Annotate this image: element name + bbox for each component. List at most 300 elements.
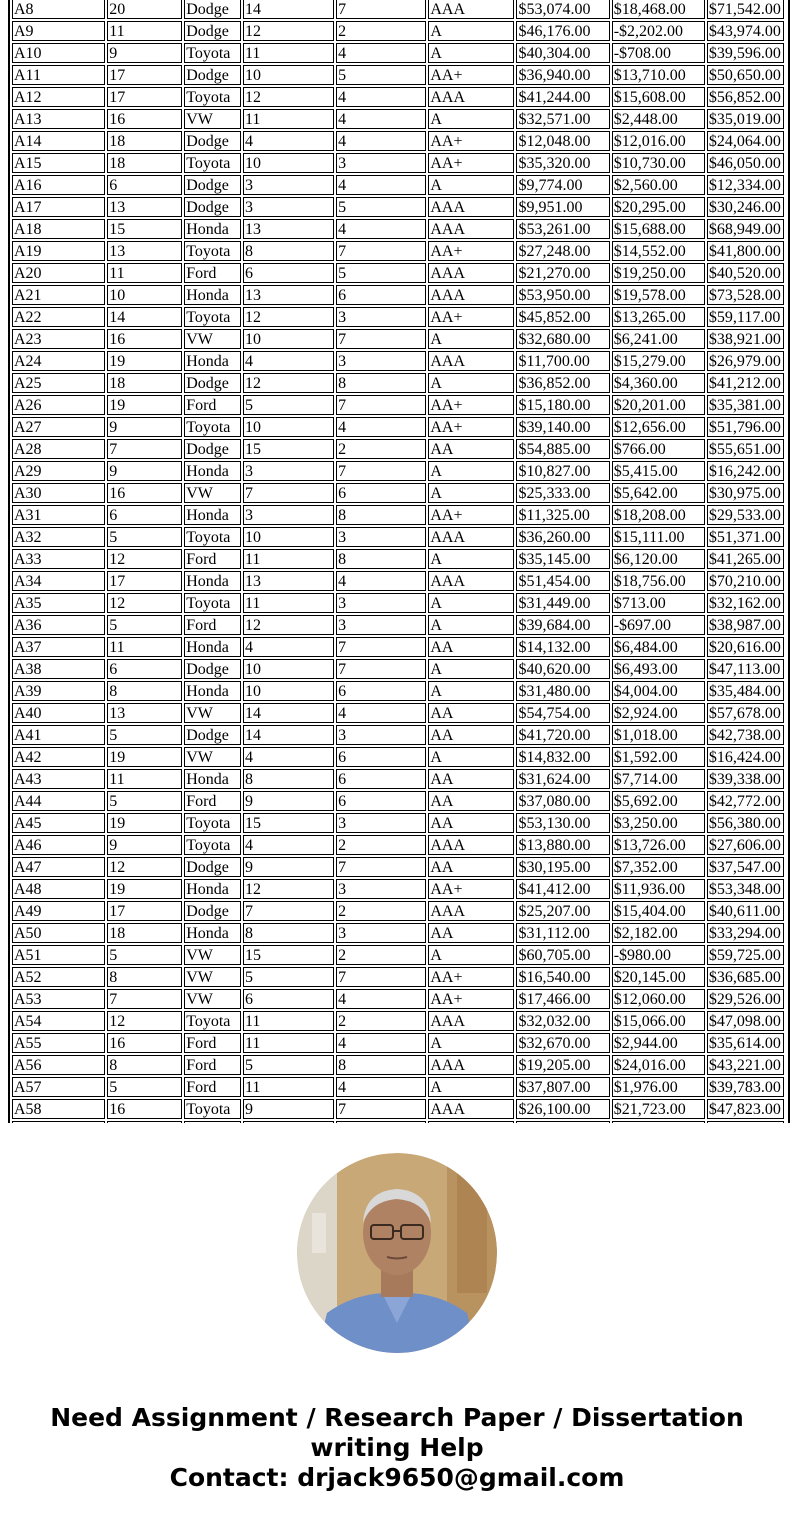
table-cell: AAA [428, 351, 514, 371]
table-cell: 3 [243, 197, 334, 217]
table-cell: $20,201.00 [612, 395, 705, 415]
table-cell: Toyota [184, 1099, 241, 1119]
table-cell: Honda [184, 637, 241, 657]
table-cell [428, 1121, 514, 1123]
table-cell: 4 [243, 131, 334, 151]
table-cell: 11 [243, 43, 334, 63]
table-cell: $47,113.00 [707, 659, 784, 679]
table-cell: A34 [12, 571, 105, 591]
table-cell: 11 [107, 263, 182, 283]
table-cell: $38,921.00 [707, 329, 784, 349]
table-cell: $24,064.00 [707, 131, 784, 151]
table-cell: $41,212.00 [707, 373, 784, 393]
table-cell: 3 [336, 923, 426, 943]
table-cell: $12,656.00 [612, 417, 705, 437]
table-cell: 6 [243, 263, 334, 283]
table-cell: A [428, 109, 514, 129]
table-cell: $10,827.00 [516, 461, 609, 481]
table-cell: AA+ [428, 65, 514, 85]
table-cell: A [428, 615, 514, 635]
table-cell: $2,924.00 [612, 703, 705, 723]
table-cell: $13,726.00 [612, 835, 705, 855]
table-cell: $41,244.00 [516, 87, 609, 107]
table-cell: Ford [184, 395, 241, 415]
data-table-container [8, 0, 790, 1123]
table-row [12, 439, 784, 459]
table-cell: 7 [336, 241, 426, 261]
table-cell: AA [428, 637, 514, 657]
table-cell: $29,533.00 [707, 505, 784, 525]
table-row [12, 0, 784, 19]
table-cell: 6 [336, 791, 426, 811]
table-row [12, 1033, 784, 1053]
table-cell: 5 [107, 1077, 182, 1097]
table-cell: AAA [428, 835, 514, 855]
table-cell: $45,852.00 [516, 307, 609, 327]
table-cell: $59,117.00 [707, 307, 784, 327]
table-cell: Honda [184, 769, 241, 789]
table-cell: 4 [243, 637, 334, 657]
table-cell: 4 [243, 835, 334, 855]
table-cell: A13 [12, 109, 105, 129]
table-row [12, 615, 784, 635]
table-cell: 11 [243, 1011, 334, 1031]
table-cell: 7 [336, 329, 426, 349]
table-cell: 4 [336, 417, 426, 437]
table-cell: 13 [107, 197, 182, 217]
table-cell: 10 [107, 285, 182, 305]
table-cell: $50,650.00 [707, 65, 784, 85]
table-cell: 8 [243, 923, 334, 943]
table-cell: A [428, 1077, 514, 1097]
table-cell: A37 [12, 637, 105, 657]
table-cell: 7 [336, 1099, 426, 1119]
table-cell: $37,080.00 [516, 791, 609, 811]
table-cell: 7 [336, 659, 426, 679]
table-row [12, 967, 784, 987]
data-table-body [12, 0, 784, 1123]
table-cell: $35,484.00 [707, 681, 784, 701]
table-cell: $47,098.00 [707, 1011, 784, 1031]
table-cell: $1,592.00 [612, 747, 705, 767]
table-row [12, 945, 784, 965]
table-cell: Toyota [184, 417, 241, 437]
table-cell: $60,705.00 [516, 945, 609, 965]
table-cell: $39,140.00 [516, 417, 609, 437]
table-cell: 5 [107, 527, 182, 547]
table-cell: A39 [12, 681, 105, 701]
table-cell: A40 [12, 703, 105, 723]
table-cell: A [428, 373, 514, 393]
table-cell: A23 [12, 329, 105, 349]
table-cell: 5 [107, 945, 182, 965]
table-row [12, 725, 784, 745]
table-row [12, 65, 784, 85]
table-cell: 5 [336, 65, 426, 85]
table-cell: $1,018.00 [612, 725, 705, 745]
table-cell: $9,774.00 [516, 175, 609, 195]
table-cell: VW [184, 109, 241, 129]
table-row [12, 351, 784, 371]
table-cell: A9 [12, 21, 105, 41]
table-cell: 3 [336, 307, 426, 327]
table-cell: 2 [336, 901, 426, 921]
table-cell: AAA [428, 901, 514, 921]
table-cell: $15,180.00 [516, 395, 609, 415]
table-cell: A [428, 175, 514, 195]
table-row [12, 307, 784, 327]
table-cell: A32 [12, 527, 105, 547]
table-row [12, 681, 784, 701]
table-cell: 8 [243, 241, 334, 261]
table-cell: A18 [12, 219, 105, 239]
table-cell: $20,616.00 [707, 637, 784, 657]
table-cell: A35 [12, 593, 105, 613]
table-cell: 15 [243, 439, 334, 459]
table-cell: $2,182.00 [612, 923, 705, 943]
table-cell: 11 [243, 1033, 334, 1053]
table-cell [707, 1121, 784, 1123]
table-cell: $12,016.00 [612, 131, 705, 151]
table-cell: $16,540.00 [516, 967, 609, 987]
table-row [12, 241, 784, 261]
table-cell: Dodge [184, 197, 241, 217]
table-cell: $53,261.00 [516, 219, 609, 239]
table-cell: A54 [12, 1011, 105, 1031]
table-cell: A38 [12, 659, 105, 679]
table-cell: 7 [243, 901, 334, 921]
table-cell: 16 [107, 109, 182, 129]
table-cell: $30,246.00 [707, 197, 784, 217]
table-row [12, 131, 784, 151]
table-cell: 4 [243, 351, 334, 371]
table-cell: AA+ [428, 989, 514, 1009]
table-cell: $27,606.00 [707, 835, 784, 855]
table-cell: 4 [336, 703, 426, 723]
table-cell: $12,048.00 [516, 131, 609, 151]
table-cell: 7 [243, 483, 334, 503]
table-cell: A21 [12, 285, 105, 305]
table-cell: A25 [12, 373, 105, 393]
table-cell: 11 [107, 637, 182, 657]
table-cell: 8 [243, 769, 334, 789]
table-cell: 8 [336, 373, 426, 393]
table-cell: $54,885.00 [516, 439, 609, 459]
table-cell: VW [184, 967, 241, 987]
table-cell: 7 [336, 857, 426, 877]
table-cell: $2,560.00 [612, 175, 705, 195]
table-row [12, 263, 784, 283]
table-cell: A [428, 329, 514, 349]
table-cell: 3 [243, 505, 334, 525]
table-cell: $32,162.00 [707, 593, 784, 613]
table-cell: $5,642.00 [612, 483, 705, 503]
table-cell: A [428, 43, 514, 63]
table-cell: 9 [107, 417, 182, 437]
table-cell: 6 [336, 681, 426, 701]
contact-line-2: writing Help [310, 1433, 484, 1462]
table-cell: $53,348.00 [707, 879, 784, 899]
table-row [12, 1011, 784, 1031]
table-cell: $13,880.00 [516, 835, 609, 855]
table-row [12, 1121, 784, 1123]
table-cell: $1,976.00 [612, 1077, 705, 1097]
table-cell: AA+ [428, 505, 514, 525]
table-cell: A29 [12, 461, 105, 481]
table-cell: Dodge [184, 439, 241, 459]
table-cell [336, 1121, 426, 1123]
table-row [12, 1099, 784, 1119]
table-row [12, 989, 784, 1009]
table-cell: $53,950.00 [516, 285, 609, 305]
table-cell: $54,754.00 [516, 703, 609, 723]
table-row [12, 87, 784, 107]
table-cell: AA [428, 791, 514, 811]
table-cell: 12 [243, 87, 334, 107]
table-cell: Dodge [184, 901, 241, 921]
table-cell: Dodge [184, 659, 241, 679]
table-row [12, 857, 784, 877]
table-cell: Honda [184, 879, 241, 899]
table-row [12, 813, 784, 833]
contact-banner [0, 1403, 794, 1493]
table-cell: 4 [336, 131, 426, 151]
table-cell: $21,270.00 [516, 263, 609, 283]
table-row [12, 483, 784, 503]
table-cell: 11 [243, 549, 334, 569]
table-cell: Dodge [184, 175, 241, 195]
table-cell: $36,940.00 [516, 65, 609, 85]
table-cell: Honda [184, 505, 241, 525]
table-cell: Ford [184, 263, 241, 283]
table-cell: 4 [336, 989, 426, 1009]
table-cell: 18 [107, 373, 182, 393]
table-cell: 10 [243, 153, 334, 173]
table-cell: $14,132.00 [516, 637, 609, 657]
table-cell: $19,250.00 [612, 263, 705, 283]
table-cell: 9 [243, 791, 334, 811]
table-cell: 18 [107, 923, 182, 943]
table-cell: $20,145.00 [612, 967, 705, 987]
table-cell: A46 [12, 835, 105, 855]
table-cell: $15,066.00 [612, 1011, 705, 1031]
table-cell: 12 [107, 1011, 182, 1031]
table-cell: $35,320.00 [516, 153, 609, 173]
table-cell: 13 [243, 219, 334, 239]
table-cell: 4 [336, 1033, 426, 1053]
table-cell: 15 [107, 219, 182, 239]
table-cell: 3 [336, 527, 426, 547]
table-cell: Dodge [184, 131, 241, 151]
table-cell: 4 [336, 109, 426, 129]
table-row [12, 373, 784, 393]
table-cell: $32,670.00 [516, 1033, 609, 1053]
table-row [12, 21, 784, 41]
table-cell: Dodge [184, 65, 241, 85]
table-cell: $12,334.00 [707, 175, 784, 195]
table-cell: A [428, 593, 514, 613]
table-cell: AAA [428, 219, 514, 239]
table-cell: 7 [336, 0, 426, 19]
table-cell: A31 [12, 505, 105, 525]
table-cell: $6,484.00 [612, 637, 705, 657]
table-cell: 5 [107, 725, 182, 745]
table-cell: Dodge [184, 857, 241, 877]
table-cell: 16 [107, 1099, 182, 1119]
table-cell: $4,360.00 [612, 373, 705, 393]
table-cell: -$980.00 [612, 945, 705, 965]
table-cell: VW [184, 945, 241, 965]
table-cell: 15 [243, 945, 334, 965]
table-cell: 5 [243, 1055, 334, 1075]
table-cell: Toyota [184, 87, 241, 107]
table-cell: A51 [12, 945, 105, 965]
table-cell: 9 [107, 835, 182, 855]
table-cell: $46,176.00 [516, 21, 609, 41]
table-cell: $31,624.00 [516, 769, 609, 789]
table-cell: AA+ [428, 153, 514, 173]
table-cell: $51,796.00 [707, 417, 784, 437]
table-cell: 10 [243, 659, 334, 679]
table-cell: 19 [107, 351, 182, 371]
table-cell: 13 [107, 703, 182, 723]
table-cell: 4 [336, 571, 426, 591]
table-cell: A12 [12, 87, 105, 107]
table-cell: Honda [184, 219, 241, 239]
table-cell: A49 [12, 901, 105, 921]
table-cell: VW [184, 329, 241, 349]
table-cell: $70,210.00 [707, 571, 784, 591]
table-cell: $68,949.00 [707, 219, 784, 239]
table-cell: 19 [107, 747, 182, 767]
table-cell: A43 [12, 769, 105, 789]
table-cell: $15,404.00 [612, 901, 705, 921]
table-cell: $36,685.00 [707, 967, 784, 987]
table-cell: A27 [12, 417, 105, 437]
table-row [12, 109, 784, 129]
table-cell: 5 [243, 967, 334, 987]
table-cell: Honda [184, 351, 241, 371]
table-cell: $32,680.00 [516, 329, 609, 349]
table-cell: Toyota [184, 813, 241, 833]
table-cell: $39,783.00 [707, 1077, 784, 1097]
table-cell: 16 [107, 329, 182, 349]
table-cell: Dodge [184, 0, 241, 19]
table-cell: 18 [107, 131, 182, 151]
table-cell: A36 [12, 615, 105, 635]
table-cell: VW [184, 483, 241, 503]
table-cell: $32,032.00 [516, 1011, 609, 1031]
table-row [12, 571, 784, 591]
table-cell: A24 [12, 351, 105, 371]
table-cell: 14 [243, 0, 334, 19]
table-cell: 19 [107, 813, 182, 833]
table-cell: $15,608.00 [612, 87, 705, 107]
table-cell: Honda [184, 461, 241, 481]
table-cell: 11 [243, 1077, 334, 1097]
table-cell: 20 [107, 0, 182, 19]
table-row [12, 791, 784, 811]
table-cell: AA [428, 439, 514, 459]
table-cell: 11 [243, 109, 334, 129]
table-cell: $26,979.00 [707, 351, 784, 371]
table-cell: 7 [336, 637, 426, 657]
table-row [12, 197, 784, 217]
table-cell: $25,333.00 [516, 483, 609, 503]
table-cell: 6 [336, 747, 426, 767]
table-cell: Toyota [184, 1011, 241, 1031]
table-cell: $9,951.00 [516, 197, 609, 217]
table-row [12, 153, 784, 173]
table-cell: 8 [107, 967, 182, 987]
table-cell: Ford [184, 1077, 241, 1097]
table-cell: 2 [336, 945, 426, 965]
table-cell: $53,074.00 [516, 0, 609, 19]
table-cell: $4,004.00 [612, 681, 705, 701]
table-cell: $30,195.00 [516, 857, 609, 877]
table-cell: 12 [243, 615, 334, 635]
table-cell: $15,111.00 [612, 527, 705, 547]
table-cell: 6 [243, 989, 334, 1009]
table-cell: $55,651.00 [707, 439, 784, 459]
table-cell: $41,800.00 [707, 241, 784, 261]
table-cell: 17 [107, 901, 182, 921]
table-cell: AA [428, 923, 514, 943]
table-cell: A14 [12, 131, 105, 151]
table-cell: $11,700.00 [516, 351, 609, 371]
table-cell: $47,823.00 [707, 1099, 784, 1119]
table-cell: 9 [243, 1099, 334, 1119]
table-cell: $25,207.00 [516, 901, 609, 921]
table-cell: $3,250.00 [612, 813, 705, 833]
table-row [12, 769, 784, 789]
table-cell: $35,614.00 [707, 1033, 784, 1053]
table-cell: -$708.00 [612, 43, 705, 63]
table-cell: A16 [12, 175, 105, 195]
table-cell: Toyota [184, 153, 241, 173]
table-cell: Honda [184, 571, 241, 591]
table-cell: A33 [12, 549, 105, 569]
table-cell: $43,974.00 [707, 21, 784, 41]
table-cell: 4 [336, 87, 426, 107]
table-cell: 2 [336, 21, 426, 41]
table-cell: $43,221.00 [707, 1055, 784, 1075]
table-cell: $41,720.00 [516, 725, 609, 745]
table-cell: 10 [243, 681, 334, 701]
table-cell: $29,526.00 [707, 989, 784, 1009]
table-row [12, 417, 784, 437]
table-cell: $31,112.00 [516, 923, 609, 943]
table-cell: $12,060.00 [612, 989, 705, 1009]
table-cell: 11 [107, 769, 182, 789]
table-cell: 8 [336, 1055, 426, 1075]
table-cell: 2 [336, 835, 426, 855]
table-row [12, 703, 784, 723]
table-cell: 3 [243, 175, 334, 195]
table-cell: AAA [428, 1011, 514, 1031]
table-cell: A [428, 681, 514, 701]
table-cell: $2,448.00 [612, 109, 705, 129]
table-cell: 8 [107, 681, 182, 701]
table-cell: 3 [336, 813, 426, 833]
table-cell: $13,265.00 [612, 307, 705, 327]
table-cell: AA [428, 725, 514, 745]
table-cell: A53 [12, 989, 105, 1009]
table-cell: $53,130.00 [516, 813, 609, 833]
table-cell: 4 [336, 1077, 426, 1097]
table-cell: 15 [243, 813, 334, 833]
table-cell: AAA [428, 1099, 514, 1119]
